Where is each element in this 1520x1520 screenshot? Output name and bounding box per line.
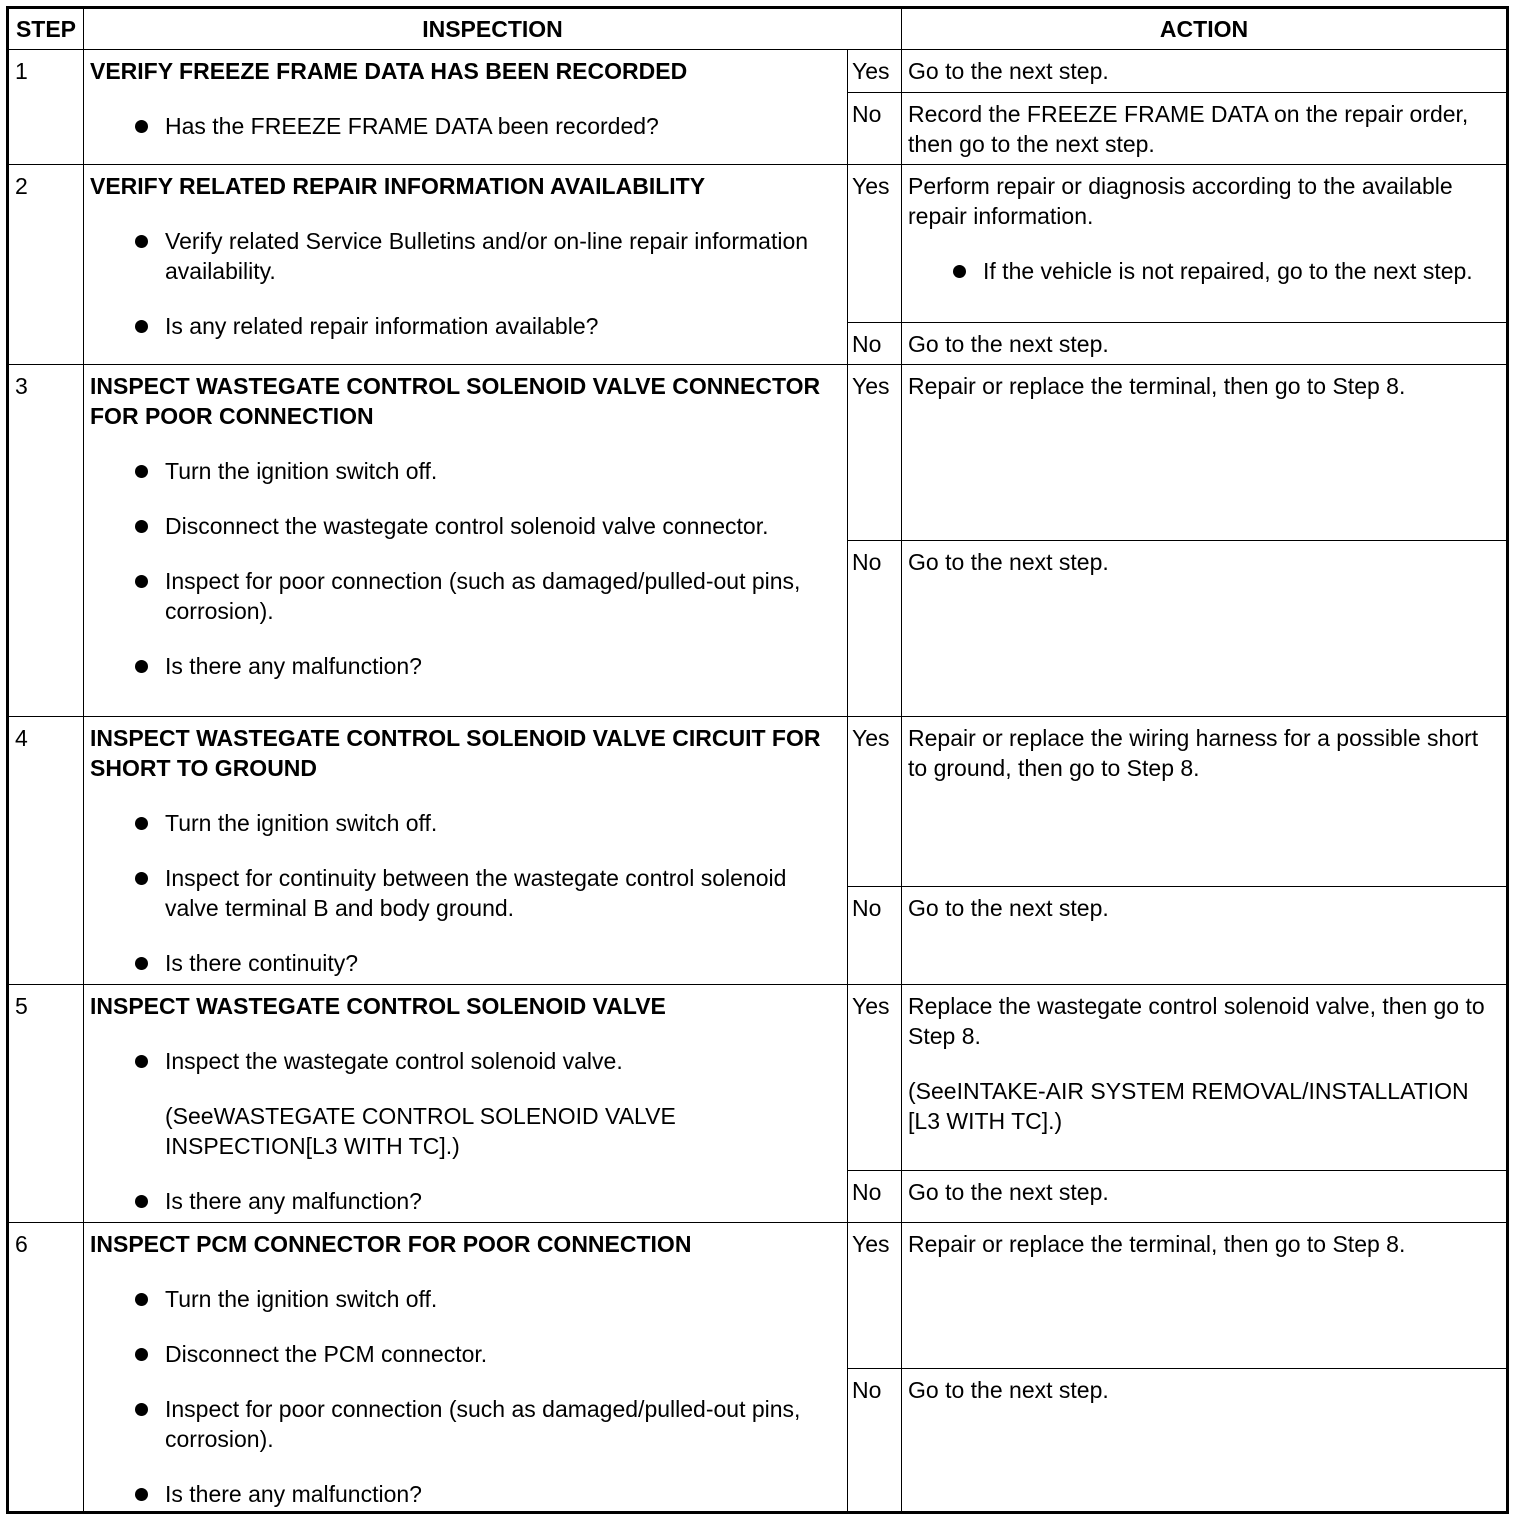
bullet-item: Is there any malfunction? bbox=[90, 651, 841, 681]
yes-label: Yes bbox=[848, 717, 902, 887]
bullet-item: Is there any malfunction? bbox=[90, 1479, 841, 1509]
step-number: 5 bbox=[8, 985, 84, 1223]
step-title: VERIFY RELATED REPAIR INFORMATION AVAILABILITY bbox=[90, 173, 706, 199]
yes-action: Perform repair or diagnosis according to the available repair information. bbox=[908, 173, 1453, 229]
inspection-cell bbox=[84, 165, 848, 365]
bullet-item: Disconnect the wastegate control solenoid valve connector. bbox=[90, 511, 841, 541]
bullet-list bbox=[90, 1186, 841, 1216]
reference-note: (SeeWASTEGATE CONTROL SOLENOID VALVE INSPECTION[L3 WITH TC].) bbox=[165, 1103, 676, 1159]
step-number: 4 bbox=[8, 717, 84, 985]
no-label: No bbox=[848, 93, 902, 165]
table-row bbox=[8, 365, 1508, 541]
inspection-cell bbox=[84, 50, 848, 165]
yes-label: Yes bbox=[848, 165, 902, 323]
no-label: No bbox=[848, 541, 902, 717]
inspection-cell bbox=[84, 985, 848, 1223]
diagnostic-table bbox=[6, 6, 1509, 1514]
bullet-list bbox=[90, 1046, 841, 1076]
inspection-cell bbox=[84, 717, 848, 985]
header-step: STEP bbox=[8, 8, 84, 50]
bullet-item: Is there continuity? bbox=[90, 948, 841, 978]
yes-action-cell bbox=[902, 985, 1508, 1171]
header-inspection: INSPECTION bbox=[84, 8, 902, 50]
bullet-list bbox=[90, 1284, 841, 1509]
step-number: 1 bbox=[8, 50, 84, 165]
diagnostic-procedure-sheet bbox=[6, 6, 1506, 1514]
no-label: No bbox=[848, 1171, 902, 1223]
yes-action: Replace the wastegate control solenoid valve, then go to Step 8. bbox=[908, 993, 1485, 1049]
yes-action: Repair or replace the wiring harness for a possible short to ground, then go to Step 8. bbox=[902, 717, 1508, 887]
no-label: No bbox=[848, 1369, 902, 1513]
bullet-item: Turn the ignition switch off. bbox=[90, 1284, 841, 1314]
bullet-list bbox=[90, 111, 841, 141]
step-title: INSPECT WASTEGATE CONTROL SOLENOID VALVE bbox=[90, 993, 666, 1019]
table-row bbox=[8, 985, 1508, 1171]
step-number: 3 bbox=[8, 365, 84, 717]
no-action: Go to the next step. bbox=[902, 1369, 1508, 1513]
no-label: No bbox=[848, 887, 902, 985]
bullet-item: Turn the ignition switch off. bbox=[90, 808, 841, 838]
bullet-item: Inspect for poor connection (such as damaged/pulled-out pins, corrosion). bbox=[90, 566, 841, 626]
bullet-list bbox=[908, 256, 1500, 286]
no-action: Go to the next step. bbox=[902, 887, 1508, 985]
header-action: ACTION bbox=[902, 8, 1508, 50]
yes-label: Yes bbox=[848, 50, 902, 93]
bullet-item: Disconnect the PCM connector. bbox=[90, 1339, 841, 1369]
bullet-item: Is there any malfunction? bbox=[90, 1186, 841, 1216]
bullet-item: If the vehicle is not repaired, go to the next step. bbox=[908, 256, 1500, 286]
no-action: Go to the next step. bbox=[902, 541, 1508, 717]
bullet-item: Inspect for poor connection (such as damaged/pulled-out pins, corrosion). bbox=[90, 1394, 841, 1454]
reference-note: (SeeINTAKE-AIR SYSTEM REMOVAL/INSTALLATION [L3 WITH TC].) bbox=[908, 1078, 1469, 1134]
bullet-item: Is any related repair information available? bbox=[90, 311, 841, 341]
step-title: INSPECT PCM CONNECTOR FOR POOR CONNECTION bbox=[90, 1231, 692, 1257]
no-label: No bbox=[848, 323, 902, 365]
yes-label: Yes bbox=[848, 365, 902, 541]
no-action: Go to the next step. bbox=[902, 323, 1508, 365]
step-number: 2 bbox=[8, 165, 84, 365]
yes-action-cell bbox=[902, 165, 1508, 323]
yes-action: Go to the next step. bbox=[902, 50, 1508, 93]
inspection-cell bbox=[84, 1223, 848, 1513]
yes-action: Repair or replace the terminal, then go to Step 8. bbox=[902, 365, 1508, 541]
bullet-list bbox=[90, 456, 841, 681]
bullet-item: Inspect the wastegate control solenoid valve. bbox=[90, 1046, 841, 1076]
table-row bbox=[8, 50, 1508, 93]
step-number: 6 bbox=[8, 1223, 84, 1513]
bullet-list bbox=[90, 808, 841, 978]
step-title: VERIFY FREEZE FRAME DATA HAS BEEN RECORDED bbox=[90, 58, 688, 84]
yes-action: Repair or replace the terminal, then go to Step 8. bbox=[902, 1223, 1508, 1369]
yes-label: Yes bbox=[848, 1223, 902, 1369]
table-row bbox=[8, 717, 1508, 887]
header-row bbox=[8, 8, 1508, 50]
step-title: INSPECT WASTEGATE CONTROL SOLENOID VALVE CIRCUIT FOR SHORT TO GROUND bbox=[90, 725, 821, 781]
table-row bbox=[8, 1223, 1508, 1369]
bullet-item: Inspect for continuity between the wastegate control solenoid valve terminal B and body ground. bbox=[90, 863, 841, 923]
bullet-list bbox=[90, 226, 841, 341]
bullet-item: Has the FREEZE FRAME DATA been recorded? bbox=[90, 111, 841, 141]
table-row bbox=[8, 165, 1508, 323]
yes-label: Yes bbox=[848, 985, 902, 1171]
bullet-item: Verify related Service Bulletins and/or on-line repair information availability. bbox=[90, 226, 841, 286]
inspection-cell bbox=[84, 365, 848, 717]
no-action: Go to the next step. bbox=[902, 1171, 1508, 1223]
bullet-item: Turn the ignition switch off. bbox=[90, 456, 841, 486]
no-action: Record the FREEZE FRAME DATA on the repair order, then go to the next step. bbox=[902, 93, 1508, 165]
step-title: INSPECT WASTEGATE CONTROL SOLENOID VALVE CONNECTOR FOR POOR CONNECTION bbox=[90, 373, 821, 429]
